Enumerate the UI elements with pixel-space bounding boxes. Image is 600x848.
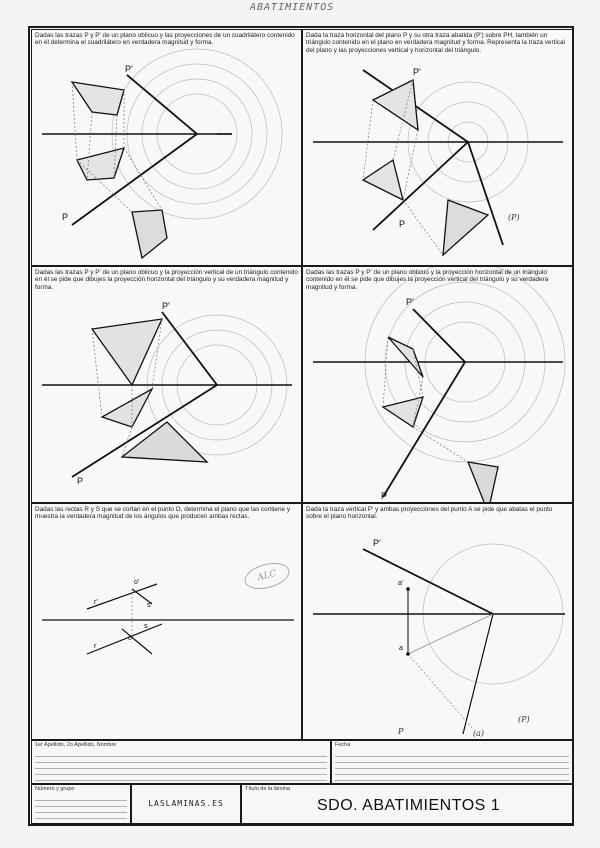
- label-p-abatida: (P): [518, 715, 530, 724]
- name-field[interactable]: [31, 740, 331, 784]
- label-p-upper: P': [406, 297, 414, 307]
- brand-logo: LASLAMINAS.ES: [148, 799, 224, 808]
- exercise-4-drawing: [303, 267, 573, 503]
- exercise-6-drawing: [303, 504, 573, 740]
- exercise-4-statement: Dadas las trazas P y P' de un plano oblicuo y la proyección horizontal de un triángulo contenido en él se pide que dibujes la proyección vertical del triángulo y su verdadera magnitud y forma.: [306, 269, 549, 291]
- drawing-sheet: [28, 26, 574, 826]
- exercise-2-statement: Dada la traza horizontal del plano P y su otra traza abatida (P') sobre PH, también un triángulo contenido en el plano en verdadera magnitud y forma. Representa la traza vertical del plano y las proyecciones vertical y horizontal del triángulo.: [306, 32, 565, 54]
- label-a-lower: a: [399, 645, 403, 652]
- label-s-lower: s: [144, 623, 148, 630]
- exercise-5: [31, 503, 302, 740]
- label-p-upper: P': [162, 301, 170, 311]
- exercise-5-statement: Dadas las rectas R y S que se cortan en el punto O, determina el plano que las contiene y muestra la verdadera magnitud de los ángulos que producen ambas rectas.: [35, 506, 291, 521]
- label-p-upper: P': [413, 67, 421, 77]
- label-o-upper: o': [134, 579, 140, 586]
- exercise-6: [302, 503, 573, 740]
- handwritten-stamp: ALC: [242, 558, 293, 593]
- brand-box: [131, 784, 241, 824]
- sheet-title-box: [241, 784, 573, 824]
- label-r-upper: r': [94, 599, 98, 606]
- exercise-3-statement: Dadas las trazas P y P' de un plano oblicuo y la proyección vertical de un triángulo contenido en él se pide que dibujes la proyección horizontal del triángulo y su verdadera magnitud y forma.: [35, 269, 298, 291]
- label-p-lower: P: [398, 727, 404, 736]
- label-p-lower: P: [62, 212, 69, 222]
- exercise-4: [302, 266, 573, 503]
- name-label: 1er Apellido, 2o Apellido, Nombre: [35, 742, 117, 748]
- label-p-lower: P: [77, 476, 84, 486]
- exercise-1-drawing: [32, 30, 302, 266]
- label-r-lower: r: [94, 643, 97, 650]
- label-a-abatido: (a): [473, 729, 485, 738]
- label-a-upper: a': [398, 580, 404, 587]
- sheet-label: Título de la lámina: [245, 786, 290, 792]
- handwritten-title: ABATIMIENTOS: [250, 2, 335, 13]
- label-p-lower: P: [381, 491, 388, 501]
- exercise-6-statement: Dada la traza vertical P' y ambas proyecciones del punto A se pide que abatas el punto sobre el plano horizontal.: [306, 506, 553, 521]
- exercise-1: [31, 29, 302, 266]
- course-label: Número y grupo: [35, 786, 75, 792]
- title-block: [31, 740, 573, 824]
- exercise-2-drawing: [303, 30, 573, 266]
- label-p-abatida: (P): [508, 213, 520, 222]
- course-field[interactable]: [31, 784, 131, 824]
- date-label: Fecha: [335, 742, 351, 748]
- label-o-lower: o: [128, 635, 132, 642]
- label-p-upper: P': [125, 64, 133, 74]
- label-p-upper: P': [373, 538, 381, 548]
- exercise-1-statement: Dadas las trazas P y P' de un plano oblicuo y las proyecciones de un cuadrilátero contenido en él determina el cuadrilátero en verdadera magnitud y forma.: [35, 32, 295, 47]
- exercise-3-drawing: [32, 267, 302, 503]
- label-s-upper: s': [147, 602, 152, 609]
- exercise-2: [302, 29, 573, 266]
- label-p-lower: P: [399, 219, 406, 229]
- exercise-5-drawing: [32, 504, 302, 740]
- sheet-title: SDO. ABATIMIENTOS 1: [317, 797, 501, 814]
- exercise-3: [31, 266, 302, 503]
- date-field[interactable]: [331, 740, 573, 784]
